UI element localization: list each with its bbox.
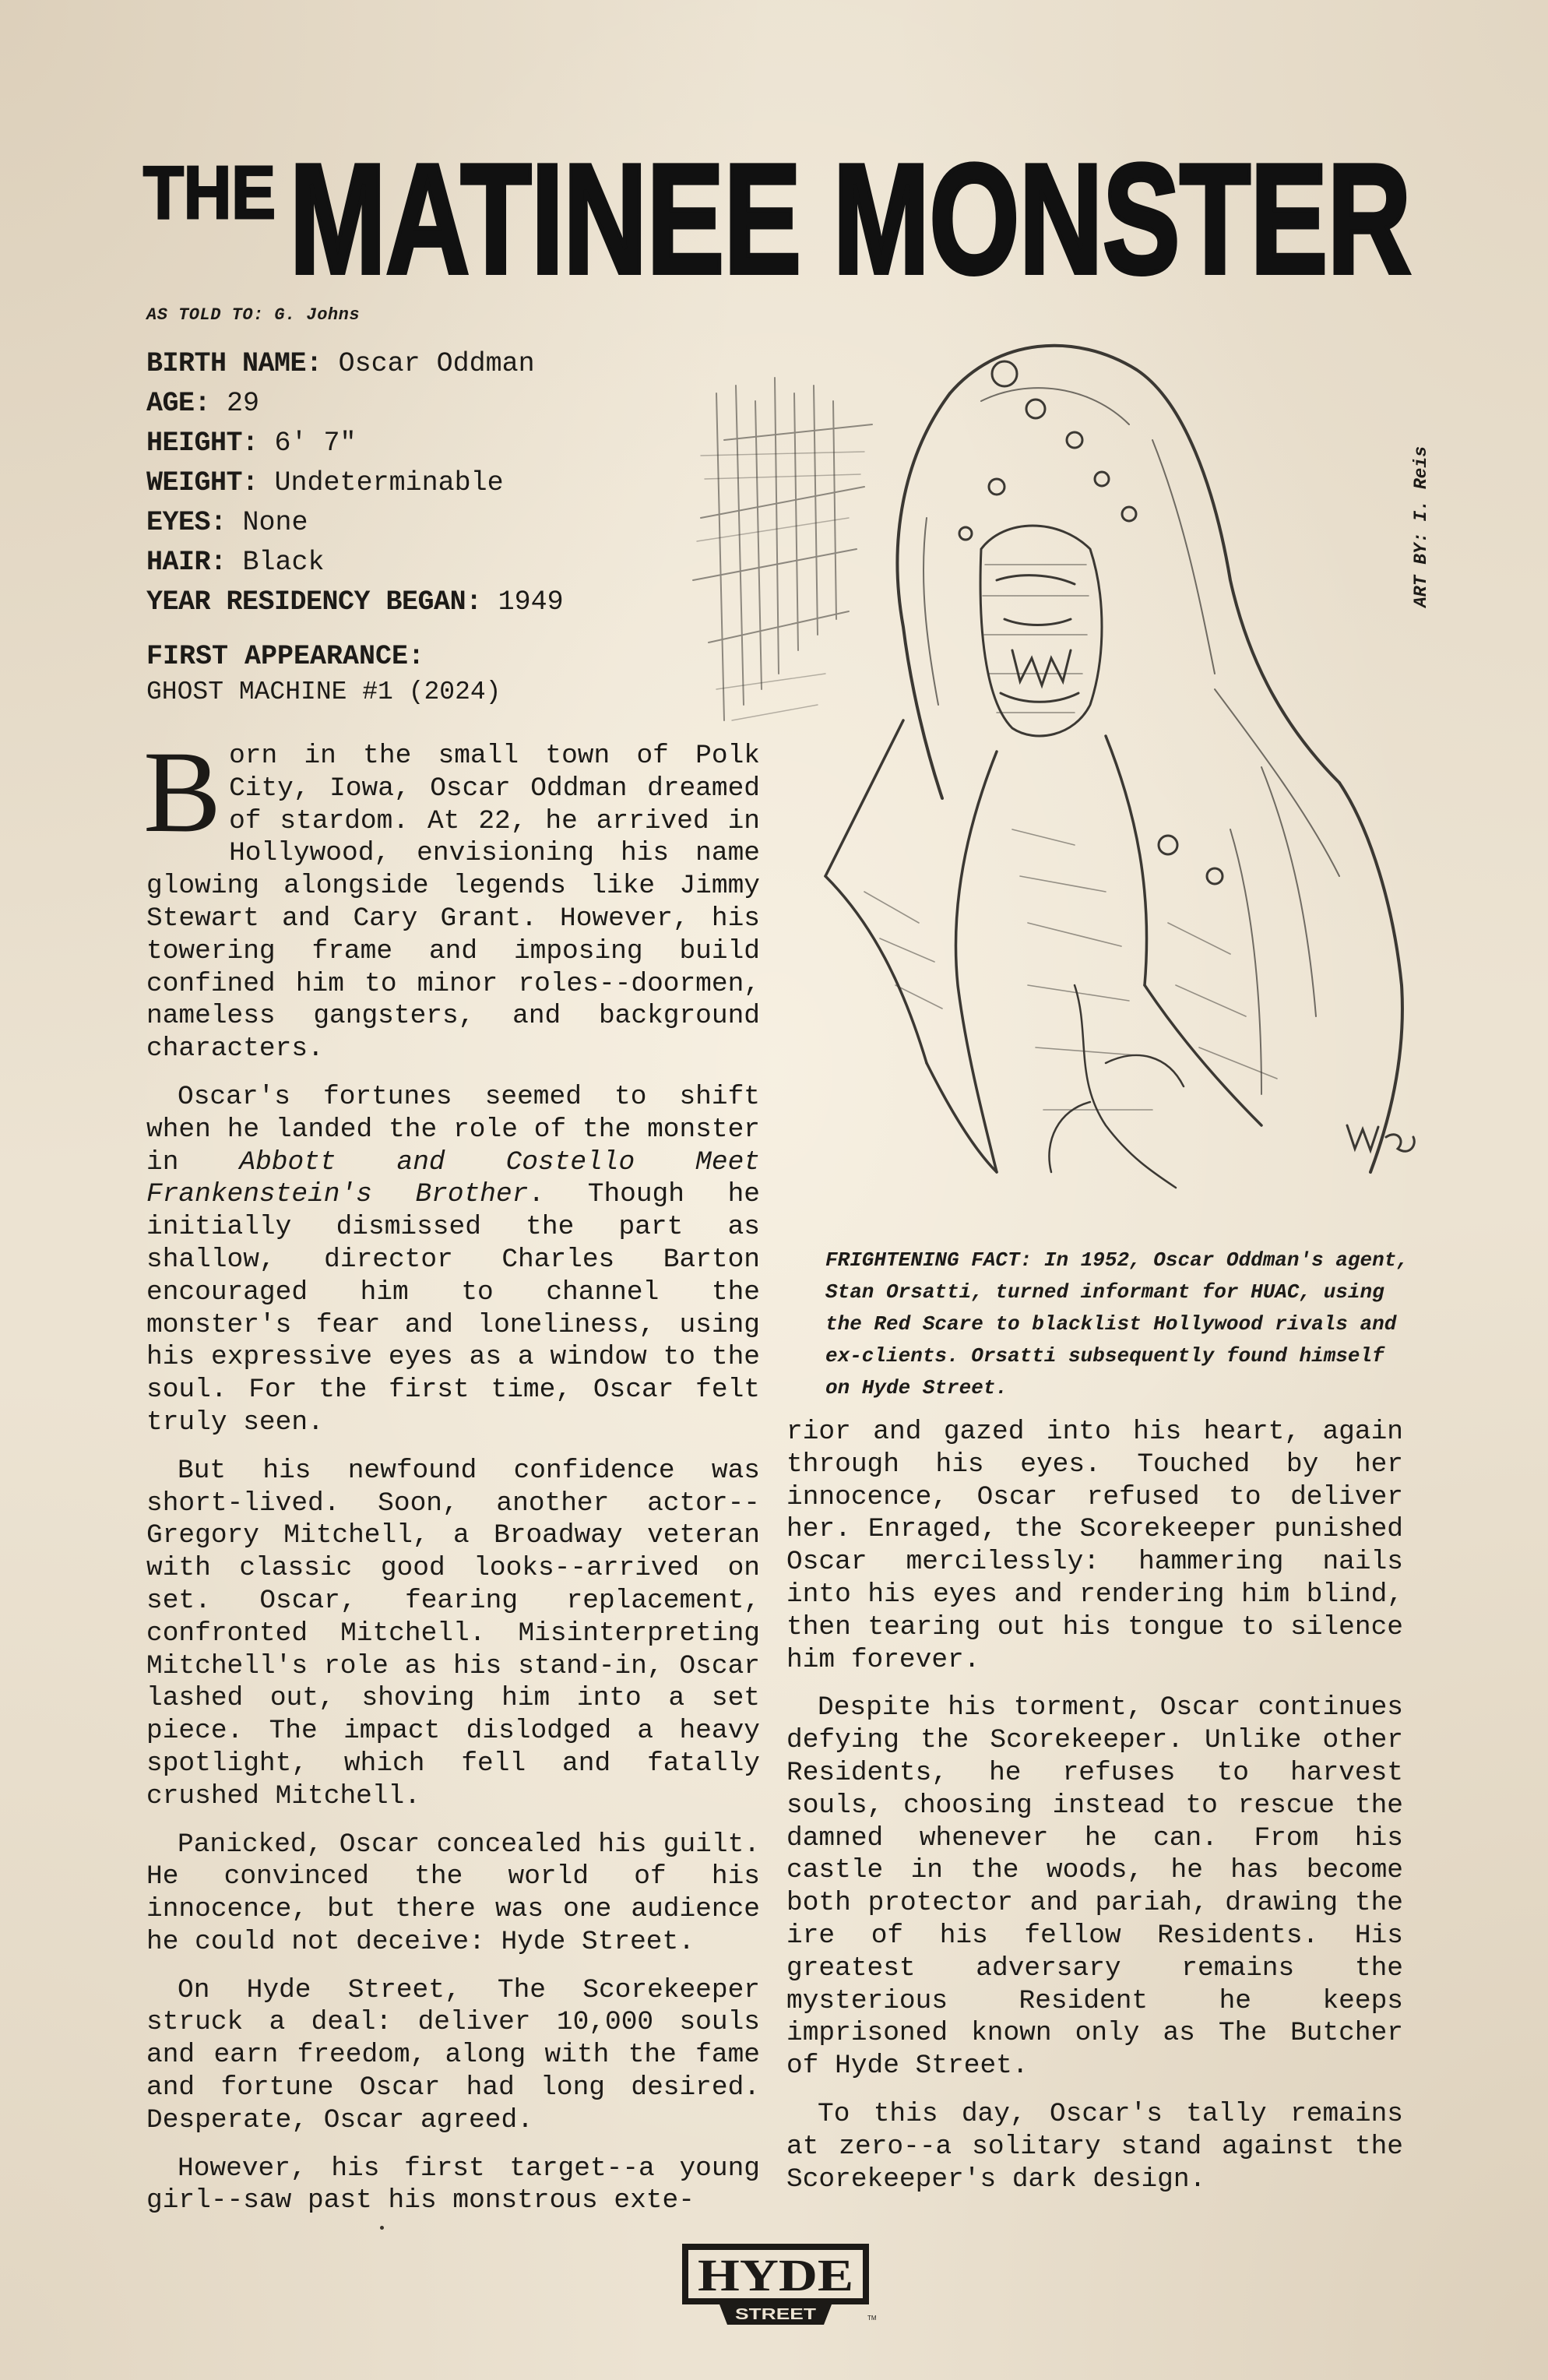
fact-value: Undeterminable bbox=[274, 467, 504, 498]
hood bbox=[898, 346, 1402, 1172]
first-appearance bbox=[146, 639, 707, 710]
trademark: TM bbox=[867, 2315, 877, 2322]
logo-sub: STREET bbox=[735, 2306, 816, 2323]
paragraph-1 bbox=[143, 727, 760, 1065]
film-title: Abbott and Costello Meet Frankenstein's Brother bbox=[146, 1146, 760, 1210]
bolts bbox=[959, 361, 1223, 884]
coat bbox=[825, 720, 1261, 1172]
title-the: THE bbox=[143, 151, 276, 234]
first-appearance-label: FIRST APPEARANCE: bbox=[146, 641, 425, 672]
fact-birth-name bbox=[146, 344, 707, 384]
fact-value: 6' 7" bbox=[274, 428, 357, 459]
art-credit: ART BY: I. Reis bbox=[1411, 445, 1431, 607]
paragraph-6-continued: rior and gazed into his heart, again through his eyes. Touched by her innocence, Oscar refused to deliver her. Enraged, the Scorekeeper punished Oscar mercilessly: hammering nails into his eyes and rendering him blind, then tearing out his tongue to silence him forever. bbox=[786, 1417, 1403, 1675]
paragraph-8: To this day, Oscar's tally remains at zero--a solitary stand against the Scorekeeper's dark design. bbox=[786, 2098, 1403, 2195]
paragraph-text: orn in the small town of Polk City, Iowa, Oscar Oddman dreamed of stardom. At 22, he arrived in Hollywood, envisioning his name glowing alongside legends like Jimmy Stewart and Cary Grant. However, his towering frame and imposing build confined him to minor roles--doormen, nameless gangsters, and background characters. bbox=[146, 741, 760, 1065]
paragraph-7: Despite his torment, Oscar continues defying the Scorekeeper. Unlike other Residents, he refuses to harvest souls, choosing instead to rescue the damned whenever he can. From his castle in the woods, he has become both protector and pariah, drawing the ire of his fellow Residents. His greatest adversary remains the mysterious Resident he keeps imprisoned known only as The Butcher of Hyde Street. bbox=[786, 1692, 1403, 2082]
paragraph-4: Panicked, Oscar concealed his guilt. He convinced the world of his innocence, but there was one audience he could not deceive: Hyde Street. bbox=[146, 1829, 760, 1957]
hyde-street-logo bbox=[676, 2239, 875, 2332]
fact-label: HAIR: bbox=[146, 547, 227, 578]
fact-height bbox=[146, 424, 707, 463]
first-appearance-value: GHOST MACHINE #1 (2024) bbox=[146, 678, 501, 706]
page-title bbox=[143, 117, 1420, 306]
body-column-right bbox=[786, 1416, 1403, 2211]
title-main: MATINEE MONSTER bbox=[290, 132, 1411, 306]
fact-age bbox=[146, 384, 707, 424]
paragraph-5: On Hyde Street, The Scorekeeper struck a deal: deliver 10,000 souls and earn freedom, along with the fame and fortune Oscar had long desired. Desperate, Oscar agreed. bbox=[146, 1974, 760, 2135]
paragraph-2 bbox=[146, 1081, 760, 1439]
fact-label: BIRTH NAME: bbox=[146, 348, 322, 379]
fact-year-residency bbox=[146, 583, 707, 622]
fact-label: WEIGHT: bbox=[146, 467, 259, 498]
fact-label: HEIGHT: bbox=[146, 428, 259, 459]
fact-label: AGE: bbox=[146, 388, 211, 419]
paragraph-text: Oscar's fortunes seemed to shift when he landed the role of the monster in bbox=[146, 1081, 760, 1178]
face bbox=[980, 526, 1102, 736]
body-column-left bbox=[143, 727, 760, 2233]
fact-label: YEAR RESIDENCY BEGAN: bbox=[146, 586, 482, 618]
fact-eyes bbox=[146, 503, 707, 543]
paragraph-text: . Though he initially dismissed the part as shallow, director Charles Barton encouraged him to channel the monster's fear and loneliness, using his expressive eyes as a window to the soul. For the first time, Oscar felt truly seen. bbox=[146, 1179, 760, 1438]
fact-weight bbox=[146, 463, 707, 503]
fact-value: 29 bbox=[227, 388, 260, 419]
fact-value: 1949 bbox=[498, 586, 564, 618]
background-hatching bbox=[693, 378, 872, 720]
paper-speck bbox=[380, 2226, 384, 2230]
fact-value: None bbox=[242, 507, 308, 538]
character-facts bbox=[146, 344, 707, 622]
paragraph-6-start: However, his first target--a young girl--saw past his monstrous exte- bbox=[146, 2153, 760, 2216]
paragraph-3: But his newfound confidence was short-lived. Soon, another actor--Gregory Mitchell, a Broadway veteran with classic good looks--arrived on set. Oscar, fearing replacement, confronted Mitchell. Misinterpreting Mitchell's role as his stand-in, Oscar lashed out, shoving him into a set piece. The impact dislodged a heavy spotlight, which fell and fatally crushed Mitchell. bbox=[146, 1455, 760, 1811]
frightening-fact: FRIGHTENING FACT: In 1952, Oscar Oddman's agent, Stan Orsatti, turned informant for HUAC, using the Red Scare to blacklist Hollywood rivals and ex-clients. Orsatti subsequently found himself on Hyde Street. bbox=[825, 1248, 1409, 1399]
fact-value: Oscar Oddman bbox=[338, 348, 535, 379]
fact-hair bbox=[146, 543, 707, 583]
drop-cap: B bbox=[143, 727, 222, 857]
fact-value: Black bbox=[242, 547, 325, 578]
told-to-credit: AS TOLD TO: G. Johns bbox=[146, 305, 361, 325]
vines bbox=[1049, 985, 1184, 1188]
fact-label: EYES: bbox=[146, 507, 227, 538]
logo-main: HYDE bbox=[698, 2250, 853, 2301]
monster-illustration bbox=[670, 284, 1448, 1219]
